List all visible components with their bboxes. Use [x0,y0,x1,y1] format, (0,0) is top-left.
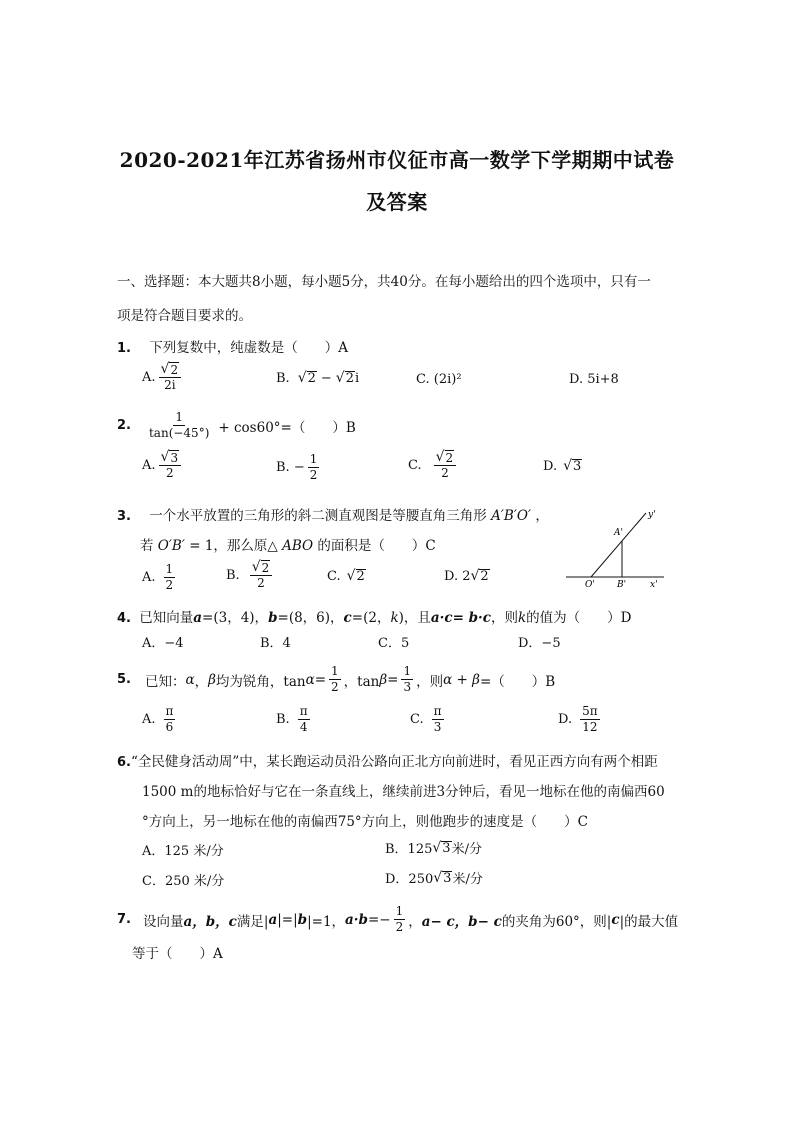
vector-condition: a·c= b·c [430,610,491,626]
vector-differences: a− c，b− c [421,913,502,930]
fraction: √ 2 2 [434,450,457,481]
option-label: C. [327,568,341,584]
denominator: 2 [257,576,265,590]
option-label: A. [142,712,156,727]
question-stem: =(8，6)， [277,610,344,626]
question-number: 6. [117,755,131,770]
radicand: 3 [443,870,452,886]
option-b: B．125 √ 3 米/分 [385,839,482,857]
question-stem: |=| [277,911,298,928]
option-label: A. [142,370,156,385]
fraction [298,704,310,735]
option-d: D. 5i+8 [569,372,619,387]
option-c: C．250 米/分 [142,874,225,889]
radicand: 2 [445,451,454,465]
numerator: 1 [175,410,183,424]
question-stem: |=1， [307,913,346,930]
radicand: 3 [573,459,582,474]
option-b [276,704,313,735]
question-stem: 下列复数中，纯虚数是（ ）A [149,340,349,356]
question-stem: =（ ）B [479,673,556,690]
fraction [164,704,176,735]
option-label: A. [142,570,156,585]
oblique-triangle-figure [566,505,666,590]
radicand: 2 [345,371,354,386]
fraction [401,664,413,695]
numerator: 1 [309,452,318,466]
option-d: D. √ 3 [543,458,582,474]
point-b-label: B' [617,580,627,590]
question-7 [117,904,678,935]
numerator: 1 [331,664,339,678]
option-c [408,450,459,481]
vector-b: b [268,610,278,626]
denominator: 12 [582,720,598,734]
math-variable: A′B′O′ [491,508,532,524]
question-2 [117,410,356,441]
radicand: 2 [307,371,316,386]
question-stem: 已知向量 [139,610,194,626]
radicand: 2 [170,363,179,377]
vector-a: a [193,610,203,626]
denominator: 2 [309,468,318,482]
math-expression: α + β [443,671,480,688]
point-o-label: O' [585,580,595,590]
math-variable: α [305,671,315,688]
question-stem: ，tan [343,673,380,690]
fraction [329,664,341,695]
denominator: 6 [165,720,174,734]
option-label: D．250 [385,872,434,887]
question-stem: ，则 [416,673,444,690]
vector-c: c [611,911,620,928]
y-axis-line [591,513,646,577]
radicand: 3 [170,451,179,465]
denominator: 2 [165,466,174,480]
question-stem: 的面积是（ ）C [317,538,436,554]
vector-a: a [268,911,278,928]
numerator: π [165,704,174,718]
option-c: C. √ 2 [327,568,365,584]
question-1 [117,336,348,356]
denominator: 4 [299,720,308,734]
numerator: π [299,704,308,718]
punctuation: ， [408,913,422,930]
question-stem: 的夹角为60°，则| [501,913,612,930]
option-a: A．125 米/分 [142,844,224,859]
question-number: 4. [117,611,131,626]
option-label: D. [558,712,573,727]
question-number: 2. [117,418,131,433]
option-label: A. [142,458,156,473]
option-d: D．−5 [518,636,561,651]
vectors: a，b，c [183,913,237,930]
math-variable: O′B′ [157,538,185,554]
math-variable: β [208,671,216,688]
question-6-line-2: 1500 m的地标恰好与它在一条直线上，继续前进3分钟后，看见一地标在他的南偏西60 [142,784,665,800]
fraction [164,562,176,593]
question-stem: 均为锐角，tan [215,673,306,690]
question-stem: =(2， [351,610,391,626]
fraction [147,410,211,441]
math-variable: k [517,610,527,626]
numerator: 1 [403,664,412,678]
question-stem: 设向量 [142,913,184,930]
radicand: 3 [442,840,451,856]
punctuation: ， [535,508,549,524]
question-5 [117,664,555,695]
denominator: tan(−45°) [148,426,210,440]
option-d: D．250 √ 3 米/分 [385,869,483,887]
option-c [410,704,447,735]
question-stem: + cos60°=（ ）B [218,419,356,436]
option-label: C. [410,712,424,727]
dot-product: a·b [345,911,368,928]
question-number: 7. [117,912,131,927]
question-stem: 若 [140,538,154,554]
question-7-continued: 等于（ ）A [132,946,223,962]
denominator: 2 [331,680,339,694]
math-variable: α [185,671,195,688]
question-3-continued [140,534,436,554]
numerator: 1 [395,904,404,918]
option-b: B．4 [260,636,291,651]
operator: = [314,671,327,688]
question-stem: )，且 [398,610,431,626]
math-variable: β [379,671,388,688]
question-stem: = 1，那么原△ [189,538,278,554]
question-3 [117,504,549,524]
denominator: 3 [433,720,442,734]
numerator: π [433,704,442,718]
fraction [394,904,406,935]
numerator: 5π [582,704,598,718]
denominator: 2i [164,378,176,392]
section-instructions: 一、选择题：本大题共8小题，每小题5分，共40分。在每小题给出的四个选项中，只有一 [117,274,651,290]
radicand: 2 [356,569,365,584]
question-6 [117,750,658,770]
option-b [226,560,275,591]
question-4 [117,606,631,626]
question-6-line-3: °方向上，另一地标在他的南偏西75°方向上，则他跑步的速度是（ ）C [142,814,589,830]
numerator: 1 [165,562,174,576]
denominator: 2 [395,920,404,934]
option-label: B. − [276,460,305,475]
question-stem: 满足| [236,913,269,930]
question-number: 3. [117,509,131,524]
fraction [580,704,600,735]
unit: 米/分 [451,842,482,857]
denominator: 2 [441,466,449,480]
radicand: 2 [480,569,489,584]
option-b: B. √ 2 − √ 2 i [276,370,360,386]
denominator: 3 [403,680,412,694]
option-a [142,704,178,735]
option-d [558,704,603,735]
option-label: B. [276,370,290,386]
point-a-label: A' [614,528,623,538]
option-a [142,362,184,393]
fraction: √ 2 2i [159,362,182,393]
option-b [276,452,322,483]
vector-b: b [297,911,308,928]
radicand: 2 [261,561,270,575]
page-title: 2020-2021年江苏省扬州市仪征市高一数学下学期期中试卷 [119,148,675,172]
vector-c: c [343,610,352,626]
option-a [142,450,184,481]
option-label: C. [408,458,422,473]
operator: − [320,370,332,386]
option-label: D. 2 [444,568,471,584]
unit: 米/分 [452,872,483,887]
option-a [142,562,178,593]
option-text: i [355,370,360,386]
option-c: C. (2i)² [416,372,462,387]
option-d: D. 2 √ 2 [444,568,489,584]
question-stem: 的值为（ ）D [526,610,632,626]
math-variable: ABO [282,538,314,554]
option-c: C．5 [378,636,410,651]
question-stem: ，则 [490,610,518,626]
question-stem: “全民健身活动周”中，某长跑运动员沿公路向正北方向前进时，看见正西方向有两个相距 [130,754,658,770]
fraction: √ 2 2 [250,560,273,591]
x-axis-label: x' [650,580,658,590]
section-instructions-continued: 项是符合题目要求的。 [117,308,252,324]
question-number: 1. [117,341,131,356]
denominator: 2 [165,578,174,592]
question-stem: 一个水平放置的三角形的斜二测直观图是等腰直角三角形 [149,508,487,524]
y-axis-label: y' [648,510,656,520]
operator: = [387,671,399,688]
question-stem: |的最大值 [619,913,679,930]
option-label: B. [276,712,290,727]
fraction [432,704,444,735]
fraction: √ 3 2 [159,450,182,481]
option-label: D. [543,458,558,474]
operator: =− [367,911,391,928]
math-variable: k [390,610,399,626]
question-stem: ， [194,673,209,690]
question-number: 5. [117,672,131,687]
question-stem: =(3，4)， [202,610,269,626]
fraction [308,452,320,483]
option-a: A．−4 [142,636,184,651]
option-label: B．125 [385,842,433,857]
question-stem: 已知： [144,673,186,690]
option-label: B. [226,568,240,583]
page-title-continued: 及答案 [366,190,428,214]
